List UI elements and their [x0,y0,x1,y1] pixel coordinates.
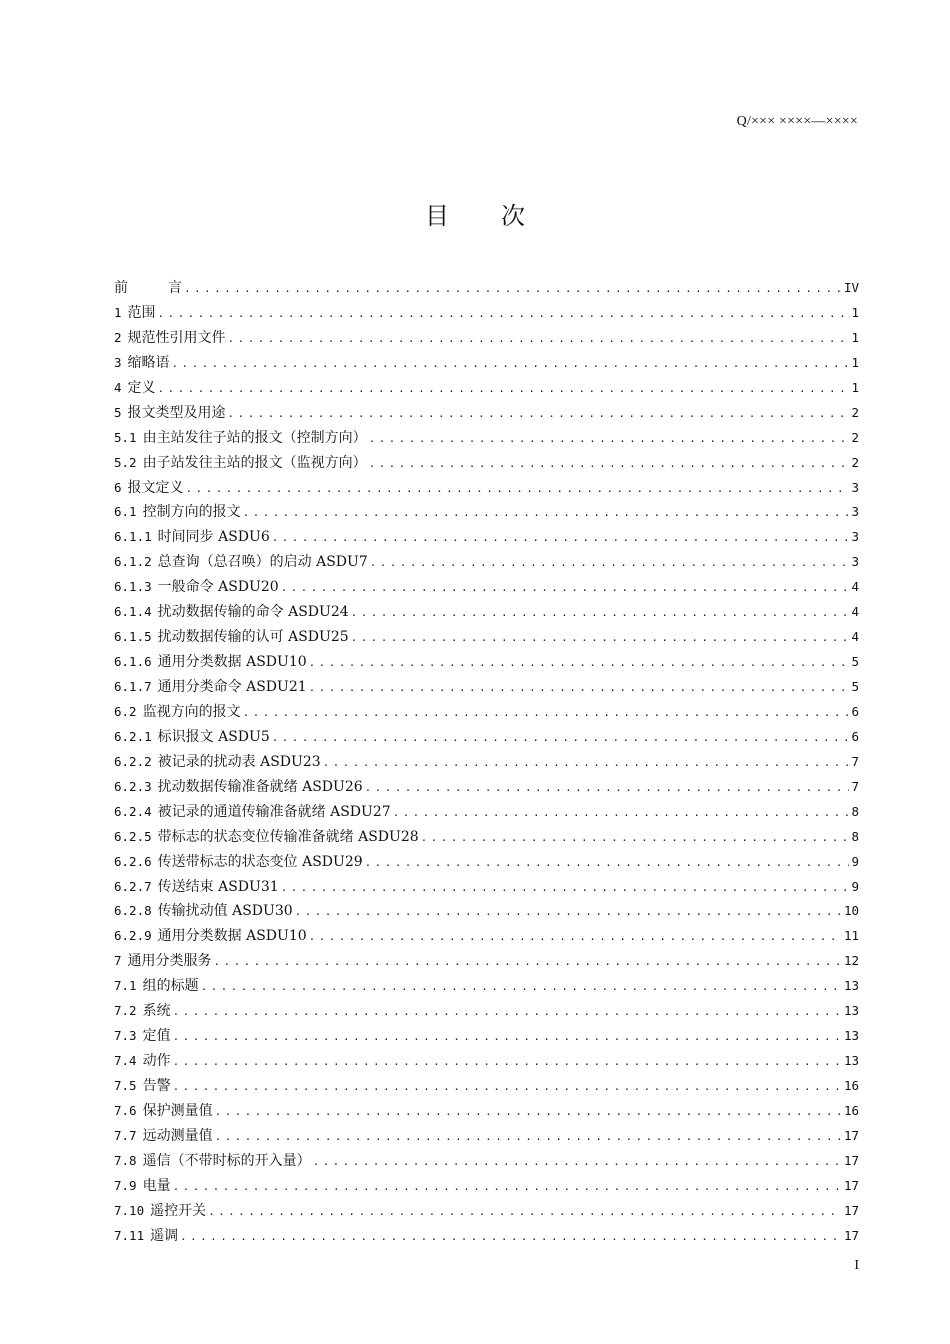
toc-entry-number: 7.6 [114,1102,137,1118]
toc-entry-title: 遥调 [150,1227,179,1244]
toc-page-number: 13 [843,1028,859,1044]
toc-entry[interactable] [114,1074,859,1099]
toc-page-number: IV [843,280,859,295]
toc-entry-number: 7.1 [114,978,137,994]
toc-entry-label [114,775,363,800]
toc-leader-dots [370,551,850,576]
toc-page-number: 3 [851,504,859,520]
toc-page-number: 1 [851,304,859,320]
toc-leader-dots [421,826,850,851]
toc-entry[interactable] [114,426,859,451]
toc-entry-number: 6.1.5 [114,629,152,645]
toc-entry-title: 总查询（总召唤）的启动 ASDU7 [157,554,368,571]
toc-leader-dots [243,701,850,726]
toc-entry-label [114,675,307,700]
toc-entry-number: 6.2.9 [114,928,152,944]
toc-entry-label [114,974,199,999]
toc-entry-title: 被记录的通道传输准备就绪 ASDU27 [157,803,391,820]
toc-list [114,276,859,1249]
toc-entry-title: 范围 [127,304,156,321]
toc-page-number: 4 [851,579,859,595]
toc-page-number: 6 [851,728,859,744]
toc-entry-number: 6.2.1 [114,728,152,744]
toc-page-number: 2 [851,404,859,420]
toc-leader-dots [281,876,850,901]
toc-entry[interactable] [114,1149,859,1174]
toc-leader-dots [184,277,842,302]
toc-entry-title: 定值 [142,1028,171,1045]
toc-entry-label [114,949,212,974]
toc-entry-title: 时间同步 ASDU6 [157,529,270,546]
toc-leader-dots [309,651,850,676]
toc-leader-dots [173,1000,842,1025]
toc-entry-label [114,1124,213,1149]
toc-entry-label [114,924,307,949]
toc-entry-title: 一般命令 ASDU20 [157,579,279,596]
toc-entry-label [114,750,321,775]
toc-leader-dots [365,851,850,876]
toc-entry-label [114,276,182,301]
toc-entry-label [114,1099,213,1124]
toc-page-number: 16 [843,1078,859,1093]
toc-entry-title: 保护测量值 [142,1102,213,1119]
toc-entry-title: 通用分类数据 ASDU10 [157,654,307,671]
toc-leader-dots [369,452,850,477]
toc-page-number: 17 [843,1202,859,1218]
toc-entry-number: 6.1 [114,504,137,520]
toc-entry-number: 7.5 [114,1078,137,1093]
toc-page-number: 6 [851,703,859,719]
toc-entry-number: 7 [114,953,122,969]
toc-page-number: 8 [851,828,859,844]
toc-entry-number: 6.2.6 [114,853,152,869]
toc-entry[interactable] [114,1199,859,1224]
toc-entry[interactable] [114,875,859,900]
toc-entry-label [114,500,241,525]
toc-entry-label [114,451,367,476]
toc-entry-label [114,1024,171,1049]
toc-entry[interactable] [114,1024,859,1049]
toc-entry-number: 7.4 [114,1053,137,1069]
toc-title [0,196,950,231]
toc-entry[interactable] [114,351,859,376]
toc-leader-dots [173,1025,842,1050]
toc-entry-number: 6.1.2 [114,554,152,570]
toc-entry[interactable] [114,700,859,725]
toc-page-number: 17 [843,1152,859,1168]
toc-leader-dots [272,526,850,551]
toc-leader-dots [201,975,842,1000]
toc-page-number: 17 [843,1127,859,1143]
toc-entry-label [114,376,156,401]
toc-leader-dots [272,726,850,751]
toc-page-number: 13 [843,1053,859,1069]
toc-entry-label [114,1199,206,1224]
toc-entry-label [114,999,171,1024]
toc-entry-number: 6 [114,479,122,495]
toc-entry[interactable] [114,999,859,1024]
toc-entry-number: 6.2.7 [114,878,152,894]
toc-entry[interactable] [114,650,859,675]
toc-leader-dots [351,626,850,651]
toc-entry[interactable] [114,301,859,326]
toc-entry-number: 4 [114,379,122,395]
toc-page-number: 8 [851,803,859,819]
toc-entry-title: 远动测量值 [142,1127,213,1144]
toc-entry-label [114,625,349,650]
toc-entry-number: 6.1.3 [114,579,152,595]
toc-leader-dots [173,1075,842,1100]
toc-entry[interactable] [114,476,859,501]
toc-entry[interactable] [114,825,859,850]
toc-page-number: 1 [851,354,859,370]
toc-entry-number: 7.8 [114,1152,137,1168]
toc-entry[interactable] [114,775,859,800]
toc-page-number: 16 [843,1102,859,1118]
toc-entry-title: 通用分类数据 ASDU10 [157,928,307,945]
toc-page-number: 12 [843,953,859,969]
toc-entry-number: 7.11 [114,1227,145,1243]
toc-leader-dots [173,1050,842,1075]
toc-entry-title: 遥信（不带时标的开入量） [142,1152,311,1169]
toc-entry[interactable] [114,1124,859,1149]
toc-entry-label [114,700,241,725]
toc-entry[interactable] [114,550,859,575]
toc-entry-label [114,1049,171,1074]
preface-label-a: 前 [114,280,128,296]
toc-entry-label [114,575,279,600]
toc-entry[interactable] [114,451,859,476]
toc-leader-dots [243,501,850,526]
toc-entry[interactable] [114,401,859,426]
toc-page-number: 9 [851,878,859,894]
toc-entry[interactable] [114,974,859,999]
toc-entry-number: 1 [114,304,122,320]
toc-page-number: 3 [851,479,859,495]
toc-entry-title: 规范性引用文件 [127,329,226,346]
toc-entry-number: 6.1.6 [114,654,152,670]
toc-entry-title: 扰动数据传输的认可 ASDU25 [157,629,349,646]
toc-page-number: 1 [851,379,859,395]
toc-leader-dots [369,427,850,452]
toc-entry-number: 7.10 [114,1202,145,1218]
standard-code: Q/××× ××××—×××× [736,114,858,129]
toc-entry-label [114,1074,171,1099]
toc-entry-label [114,1224,178,1249]
toc-leader-dots [158,377,850,402]
toc-entry-title: 传输扰动值 ASDU30 [157,903,293,920]
toc-page-number: 5 [851,654,859,670]
toc-entry-label [114,525,270,550]
toc-page-number: 7 [851,778,859,794]
toc-entry-title: 电量 [142,1177,171,1194]
toc-entry-label [114,825,419,850]
toc-entry-title: 通用分类服务 [127,953,212,970]
toc-entry-label [114,650,307,675]
toc-leader-dots [215,1125,842,1150]
toc-page-number: 11 [843,928,859,944]
toc-entry-title: 控制方向的报文 [142,504,241,521]
toc-entry[interactable] [114,1174,859,1199]
toc-entry-number: 6.2.3 [114,778,152,794]
toc-entry-title: 报文定义 [127,479,184,496]
toc-entry[interactable] [114,924,859,949]
toc-leader-dots [208,1200,842,1225]
toc-entry[interactable] [114,750,859,775]
toc-entry-title: 系统 [142,1003,171,1020]
toc-entry-label [114,725,270,750]
toc-entry-title: 标识报文 ASDU5 [157,728,270,745]
toc-leader-dots [351,601,850,626]
preface-label-b: 言 [168,280,182,296]
toc-leader-dots [313,1150,842,1175]
toc-entry-number: 2 [114,329,122,345]
toc-entry-title: 缩略语 [127,354,170,371]
toc-entry-title: 监视方向的报文 [142,703,241,720]
toc-entry-number: 6.1.4 [114,604,152,620]
toc-page-number: 4 [851,604,859,620]
toc-entry[interactable] [114,1099,859,1124]
toc-page-number: 13 [843,978,859,994]
toc-entry-preface[interactable] [114,276,859,301]
toc-entry-title: 由主站发往子站的报文（控制方向） [142,429,367,446]
toc-entry-number: 6.2.2 [114,753,152,769]
toc-entry-label [114,600,349,625]
toc-page-number: 2 [851,429,859,445]
toc-entry-number: 7.2 [114,1003,137,1019]
toc-leader-dots [228,402,850,427]
toc-page-number: 3 [851,529,859,545]
toc-entry-label [114,301,156,326]
toc-entry-label [114,351,170,376]
toc-entry[interactable] [114,675,859,700]
toc-entry-label [114,326,226,351]
toc-entry-title: 组的标题 [142,978,199,995]
toc-entry-number: 5.2 [114,454,137,470]
toc-page-number: 9 [851,853,859,869]
toc-entry[interactable] [114,600,859,625]
toc-entry[interactable] [114,625,859,650]
toc-leader-dots [295,900,842,925]
toc-entry-title: 通用分类命令 ASDU21 [157,679,307,695]
toc-page-number: 10 [843,903,859,919]
toc-leader-dots [173,1175,842,1200]
toc-entry[interactable] [114,500,859,525]
toc-entry[interactable] [114,850,859,875]
toc-entry[interactable] [114,326,859,351]
toc-entry[interactable] [114,1224,859,1249]
toc-entry[interactable] [114,725,859,750]
toc-entry-number: 6.2.8 [114,903,152,919]
toc-entry-title: 告警 [142,1078,171,1094]
toc-page-number: 13 [843,1003,859,1019]
toc-entry[interactable] [114,575,859,600]
toc-leader-dots [186,477,850,502]
toc-entry-label [114,401,226,426]
toc-entry-title: 带标志的状态变位传输准备就绪 ASDU28 [157,828,419,845]
toc-entry-number: 7.7 [114,1127,137,1143]
toc-entry[interactable] [114,525,859,550]
toc-entry-number: 7.3 [114,1028,137,1044]
toc-entry[interactable] [114,899,859,924]
toc-entry-label [114,550,368,575]
toc-entry[interactable] [114,949,859,974]
toc-entry[interactable] [114,376,859,401]
toc-entry-label [114,875,279,900]
toc-entry-label [114,1174,171,1199]
page-number: I [854,1258,859,1273]
toc-page-number: 17 [843,1177,859,1193]
toc-page-number: 4 [851,629,859,645]
toc-entry-label [114,426,367,451]
toc-entry-number: 6.2.5 [114,828,152,844]
toc-leader-dots [309,676,850,701]
toc-page-number: 5 [851,679,859,694]
toc-entry-number: 6.2 [114,703,137,719]
toc-entry-label [114,1149,311,1174]
toc-entry-number: 3 [114,354,122,370]
toc-entry-title: 传送结束 ASDU31 [157,878,279,895]
toc-entry-title: 扰动数据传输的命令 ASDU24 [157,604,349,621]
toc-leader-dots [158,302,850,327]
toc-entry[interactable] [114,800,859,825]
toc-page-number: 2 [851,454,859,470]
toc-page-number: 3 [851,554,859,570]
toc-entry[interactable] [114,1049,859,1074]
toc-entry-number: 5 [114,404,122,420]
toc-entry-title: 动作 [142,1053,171,1070]
toc-entry-title: 被记录的扰动表 ASDU23 [157,753,321,770]
toc-entry-number: 6.2.4 [114,803,152,819]
toc-leader-dots [180,1225,842,1250]
toc-entry-title: 由子站发往主站的报文（监视方向） [142,454,367,471]
toc-page-number: 7 [851,753,859,769]
toc-entry-label [114,476,184,501]
toc-entry-title: 传送带标志的状态变位 ASDU29 [157,853,363,870]
toc-entry-title: 遥控开关 [150,1202,207,1219]
toc-leader-dots [393,801,850,826]
toc-entry-label [114,850,363,875]
toc-leader-dots [214,950,842,975]
toc-entry-title: 定义 [127,379,156,396]
toc-leader-dots [323,751,850,776]
toc-leader-dots [365,776,850,801]
toc-entry-title: 报文类型及用途 [127,404,226,421]
toc-title-char-2: 次 [501,202,525,230]
toc-entry-number: 7.9 [114,1177,137,1193]
toc-entry-label [114,899,293,924]
toc-page-number: 1 [851,329,859,345]
toc-page-number: 17 [843,1227,859,1243]
toc-leader-dots [228,327,850,352]
toc-entry-number: 6.1.7 [114,679,152,694]
toc-leader-dots [215,1100,842,1125]
toc-leader-dots [309,925,842,950]
toc-entry-label [114,800,391,825]
toc-title-char-1: 目 [425,202,449,230]
toc-leader-dots [172,352,850,377]
toc-entry-title: 扰动数据传输准备就绪 ASDU26 [157,778,363,795]
toc-entry-number: 6.1.1 [114,529,152,545]
toc-leader-dots [281,576,850,601]
toc-entry-number: 5.1 [114,429,137,445]
